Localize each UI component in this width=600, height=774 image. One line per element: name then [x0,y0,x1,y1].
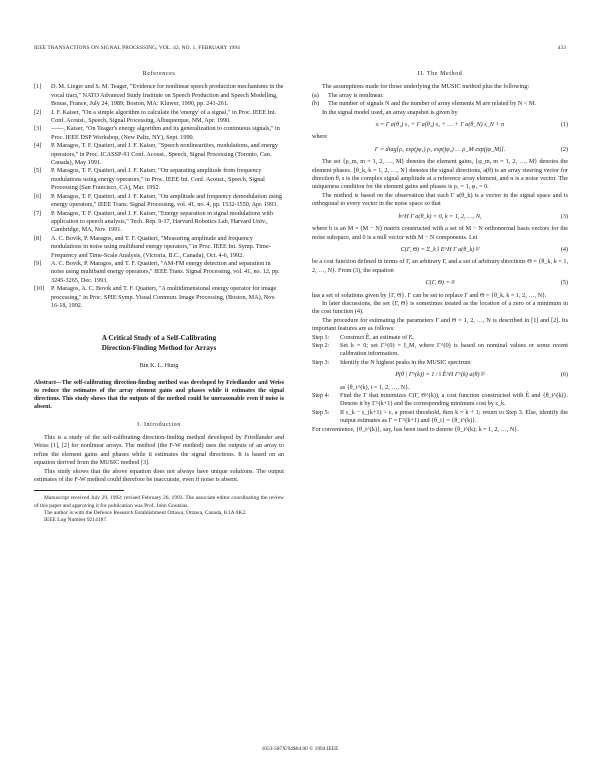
equation-6: P(θ | Γ^(k)) = 1 / ‖ Ê^H Γ^(k) a(θ) ‖² (6) [395,371,568,379]
references-list [34,83,284,310]
assumption-item: (a) The array is nonlinear. [312,91,384,99]
references-heading: References [142,71,176,77]
reference-item: [8] A. C. Bovik, P. Maragos, and T. F. Quatieri, "Measuring amplitude and frequency modulations in noise using multiband energy operators," in Proc. IEEE Int. Symp. Time-Frequency and Time-Scale Analysis, (Victoria, B.C., Canada), Oct. 4-6, 1992. [34,234,271,259]
method-paragraph: The set {ρ_m, m = 1, 2, …, M} denotes the element gains, {φ_m, m = 1, 2, …, M} denotes the element phases. {θ_k, k = 1, 2, …, N} denotes the signal directions, a(θ) is an array steering vector for direction θ, s is the complex signal amplitude at a reference array element, and n is a noise vector. The uniqueness condition for the element gains and phases is ρ₁ = 1, φ₁ = 0. [312,158,568,191]
method-paragraph: has a set of solutions given by {Γ, Θ}. Γ can be set to replace Γ and Θ = {θ_k, k = 1, 2, …, N}. [312,291,547,299]
method-paragraph: In later discussions, the set {Γ, Θ} is sometimes treated as the location of a zero or a minimum in the cost function (4). [312,299,568,316]
procedure-step: Step 4: Find the Γ that minimizes C(Γ, Θ^(k)), a cost function constructed with Ê and {θ_i^(k)}. Denote it by Γ^(k+1) and the corresponding minimum cost by ε_k. [312,392,568,408]
method-heading: II. The Method [417,71,463,77]
copyright-footer: 1053-587X/94$04.00 © 1994 IEEE [261,746,339,752]
equation-3: b^H Γ a(θ_k) = 0, k = 1, 2, …, N, (3) [398,212,568,220]
right-column [312,70,568,434]
running-header [34,45,566,55]
procedure-step: Step 2: Set k = 0; set Γ^(0) = I_M, where Γ^(0) is based on nominal values or some recent calibration information. [312,341,568,358]
method-paragraph: The procedure for estimating the parameters Γ and Θ = 1, 2, …, N is described in [1] and [2]. Its important features are as follows: [312,316,568,333]
footnote: Manuscript received July 29, 1992; revised February 26, 1993. The associate editor coordinating the review of this paper and approving it for publication was Prof. John Goutsias. [34,495,284,509]
equation-4: C(Γ, Θ) = Σ_k ‖ E^H Γ a(θ_k) ‖² (4) [400,245,568,253]
reference-item: [7] P. Maragos, T. F. Quatieri, and J. F. Kaiser, "Energy separation in signal modulations with application to speech analysis," Tech. Rep. 9-17, Harvard Robotics Lab, Harvard Univ., Cambridge, MA, Nov. 1991. [34,209,273,234]
abstract: Abstract—The self-calibrating direction-finding method was developed by Friedlander and Weiss to reduce the estimates of the array element gains and phases while it estimates the signal directions. This study shows that the outputs of the method could be unreasonable even if noise is absent. [34,379,284,410]
footnote: The author is with the Defence Research Establishment Ottawa, Ottawa, Canada, K1A 0K2. [44,509,247,516]
assumption-item: (b) The number of signals N and the number of array elements M are related by N < M. [312,100,536,108]
method-paragraph: be a cost function defined in terms of Γ, an arbitrary Γ, and a set of arbitrary directions Θ = {θ_k, k = 1, 2, …, N}. From (3), the equation [312,258,568,274]
left-column [34,70,284,524]
procedure-step: Step 5: If ε_k − ε_(k+1) > ε, a preset threshold, then k = k + 1; return to Step 3. Else, identify the output estimates as Γ = Γ^(k+1) and {θ_i} = {θ_i^(k)}. [312,408,568,425]
reference-item: [3] ——, Kaiser, "On Teager's energy algorithm and its generalization to continuous signals," in Proc. IEEE DSP Workshop, (New Paltz, NY), Sept. 1990. [34,125,280,141]
paper-author: Bin K. L. Hung [139,361,179,369]
procedure-step: Step 1: Construct Ê, an estimate of E. [312,333,415,341]
reference-item: [1] D. M. Lieger and S. M. Teager, "Evidence for nonlinear speech production mechanisms in the vocal tract," NATO Advanced Study Institute on Speech Production and Speech Modelling, Bonas, France, July 24, 1989; Boston, MA: Kluwer, 1990, pp. 241-261. [34,83,284,108]
equation-2: Γ = diag[ρ₁ exp(jφ₁) ρ₂ exp(jφ₂) … ρ_M exp(jφ_M)]. (2) [374,145,568,153]
reference-item: [4] P. Maragos, T. F. Quatieri, and J. F. Kaiser, "Speech nonlinearities, modulations, and energy operators," in Proc. ICASSP-91 Conf. Acoust., Speech, Signal Processing (Toronto, Can. Canada), May 1991. [34,142,278,167]
reference-item: [5] P. Maragos, T. F. Quatieri, and J. F. Kaiser, "On separating amplitude from frequency modulations using energy operators," in Proc. IEEE Int. Conf. Acoust., Speech, Signal Processing (San Francisco, CA), Mar. 1992. [34,167,265,192]
equation-1: x = Γ a(θ₁) s₁ + Γ a(θ₂) s₂ + … + Γ a(θ_N) s_N + n (1) [375,121,568,129]
reference-item: [6] P. Maragos, T. F. Quatieri, and J. F. Kaiser, "On amplitude and frequency demodulation using energy operators," IEEE Trans. Signal Processing, vol. 41, no. 4, pp. 1532-1550, Apr. 1993. [34,192,282,209]
page-number: 433 [557,45,566,51]
method-paragraph: where b is an M × (M − N) matrix constructed with a set of M − N orthonormal basis vectors for the noise subspace, and 0 is a null vector with M − N components. Let [312,225,568,241]
method-paragraph: In the signal model used, an array snapshot is given by [322,108,458,116]
method-paragraph: The assumptions made for those underlying the MUSIC method plus the following: [322,83,530,91]
journal-header: IEEE TRANSACTIONS ON SIGNAL PROCESSING, VOL. 42, NO. 1, FEBRUARY 1994 [34,45,240,51]
paper-title: A Critical Study of a Self-Calibrating Direction-Finding Method for Arrays [101,334,217,352]
intro-paragraph: This is a study of the self-calibrating direction-finding method developed by Friedlander and Weiss [1], [2] for nonlinear arrays. The method (the F-W method) uses the outputs of an array to refine the element gains and phases while it estimates the signal directions. It is based on an equation derived from the MUSIC method [3]. [34,434,284,467]
footnote-rule [34,490,124,491]
method-paragraph: The method is based on the observation that each Γ a(θ_k) is a vector in the signal space and is orthogonal to every vector in the noise space so that [312,191,568,208]
reference-item: [9] A. C. Bovik, P. Maragos, and T. F. Quatieri, "AM-FM energy detection and separation in noise using multiband energy operators," IEEE Trans. Signal Processing, vol. 41, no. 12, pp. 3245-3265, Dec. 1993. [34,259,280,284]
procedure-step-continued: as {θ_i^(k), i = 1, 2, …, N}. [340,383,410,391]
procedure-step: Step 3: Identify the N highest peaks in the MUSIC spectrum [312,358,471,366]
equation-5: C(Γ, Θ) = 0 (5) [425,279,568,287]
footnote: IEEE Log Number 9214187. [44,517,108,524]
intro-heading: I. Introduction [137,421,181,428]
method-paragraph: where [312,133,328,141]
reference-item: [10] P. Maragos, A. C. Bovik and T. F. Quatieri, "A multidimensional energy operator for image processing," in Proc. SPIE Symp. Visual Commun. Image Processing, (Boston, MA), Nov. 16-18, 1992. [34,285,277,309]
method-paragraph: For convenience, {θ_i^(k)}, say, has been used to denote {θ_i^(k); k = 1, 2, …, N}. [312,425,519,433]
intro-paragraph: This study shows that the above equation does not always have unique solutions. The output estimates of the F-W method could therefore be inaccurate, even if noise is absent. [34,467,284,484]
reference-item: [2] J. F. Kaiser, "On a simple algorithm to calculate the 'energy' of a signal," in Proc. IEEE Int. Conf. Acoust., Speech, Signal Processing, Albuquerque, NM, Apr. 1990. [34,108,277,125]
